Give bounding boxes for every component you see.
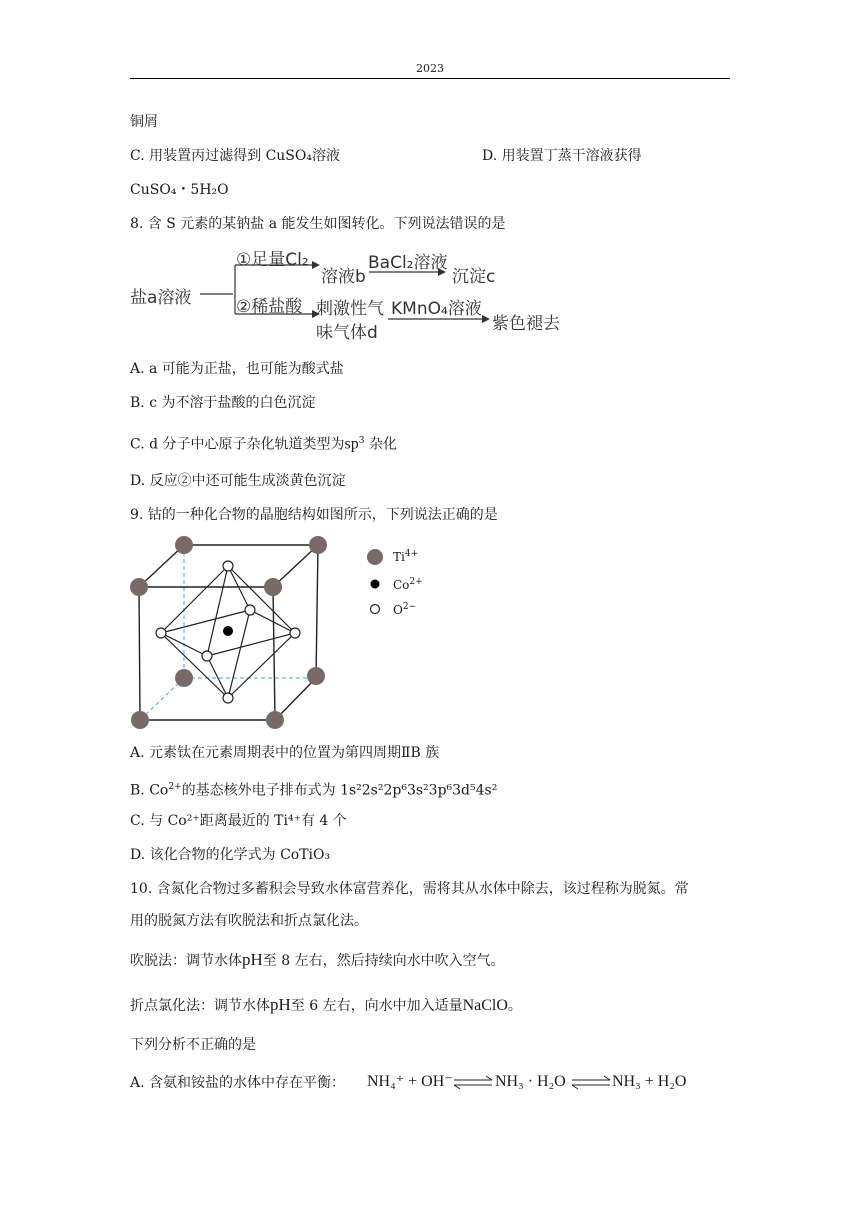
solution-b: 溶液b (321, 267, 366, 287)
ph-label: pH (270, 995, 291, 1014)
legend-o-label: O (393, 603, 403, 617)
legend-o-charge: 2− (402, 602, 417, 612)
option-8c-suffix: 杂化 (364, 436, 397, 453)
option-8a: A. a 可能为正盐，也可能为酸式盐 (130, 361, 344, 377)
legend-co-label: Co (393, 578, 410, 592)
ph-label: pH (242, 950, 263, 969)
option-9b-text: 的基态核外电子排布式为 1s²2s²2p⁶3s²3p⁶3d⁵4s² (181, 782, 498, 799)
step-1-label: ①足量Cl₂ (236, 250, 309, 270)
header-year: 2023 (416, 62, 444, 75)
equation-middle: NH₃ · H₂O (495, 1073, 566, 1090)
gas-d-line1: 刺激性气 (316, 299, 384, 319)
option-7d: D. 用装置丁蒸干溶液获得 (482, 148, 642, 164)
question-8: 8. 含 S 元素的某钠盐 a 能发生如图转化。下列说法错误的是 (130, 216, 506, 232)
precipitate-c: 沉淀c (452, 267, 496, 287)
purple-fades: 紫色褪去 (492, 314, 560, 334)
text-line: 铜屑 (130, 114, 158, 130)
equation-left: NH₄⁺ + OH⁻ (367, 1073, 453, 1090)
chlorination-middle: 至 6 左右，向水中加入适量 (290, 998, 463, 1014)
legend-co-charge: 2+ (409, 577, 423, 587)
salt-a-solution: 盐a溶液 (130, 288, 192, 308)
option-9c: C. 与 Co²⁺距离最近的 Ti⁴⁺有 4 个 (130, 813, 347, 829)
question-9: 9. 钴的一种化合物的晶胞结构如图所示，下列说法正确的是 (130, 507, 498, 523)
option-9a: A. 元素钛在元素周期表中的位置为第四周期ⅡB 族 (130, 745, 440, 761)
text-line: CuSO₄・5H₂O (130, 182, 229, 198)
chlorination-prefix: 折点氯化法：调节水体 (130, 998, 270, 1014)
question-10-line1: 10. 含氮化合物过多蓄积会导致水体富营养化，需将其从水体中除去，该过程称为脱氮。常 (130, 881, 689, 897)
chlorination-end: 。 (507, 998, 522, 1014)
equation-right: NH₃ + H₂O (612, 1073, 687, 1090)
legend-ti-charge: 4+ (404, 549, 419, 559)
question-10-line2: 用的脱氮方法有吹脱法和折点氯化法。 (130, 913, 368, 929)
option-8c-text: C. d 分子中心原子杂化轨道类型为 (130, 436, 345, 453)
kmno4-label: KMnO₄溶液 (391, 299, 482, 319)
sp-superscript: 3 (358, 436, 365, 446)
step-2-label: ②稀盐酸 (236, 297, 303, 317)
option-8b: B. c 为不溶于盐酸的白色沉淀 (130, 395, 316, 411)
co-charge: 2+ (168, 782, 182, 792)
option-8d: D. 反应②中还可能生成淡黄色沉淀 (130, 473, 346, 489)
sp-label: sp (344, 435, 359, 453)
naclo-label: NaClO (462, 997, 508, 1014)
option-9d: D. 该化合物的化学式为 CoTiO₃ (130, 847, 331, 863)
question-10-prompt: 下列分析不正确的是 (130, 1037, 256, 1053)
gas-d-line2: 味气体d (316, 323, 378, 343)
option-10a-prefix: A. 含氨和铵盐的水体中存在平衡： (130, 1075, 346, 1091)
option-7c: C. 用装置丙过滤得到 CuSO₄溶液 (130, 148, 340, 164)
blow-off-suffix: 至 8 左右，然后持续向水中吹入空气。 (262, 953, 505, 969)
bacl2-label: BaCl₂溶液 (368, 253, 448, 273)
blow-off-prefix: 吹脱法：调节水体 (130, 953, 242, 969)
option-9b-prefix: B. Co (130, 782, 169, 799)
legend-ti-label: Ti (393, 550, 405, 564)
